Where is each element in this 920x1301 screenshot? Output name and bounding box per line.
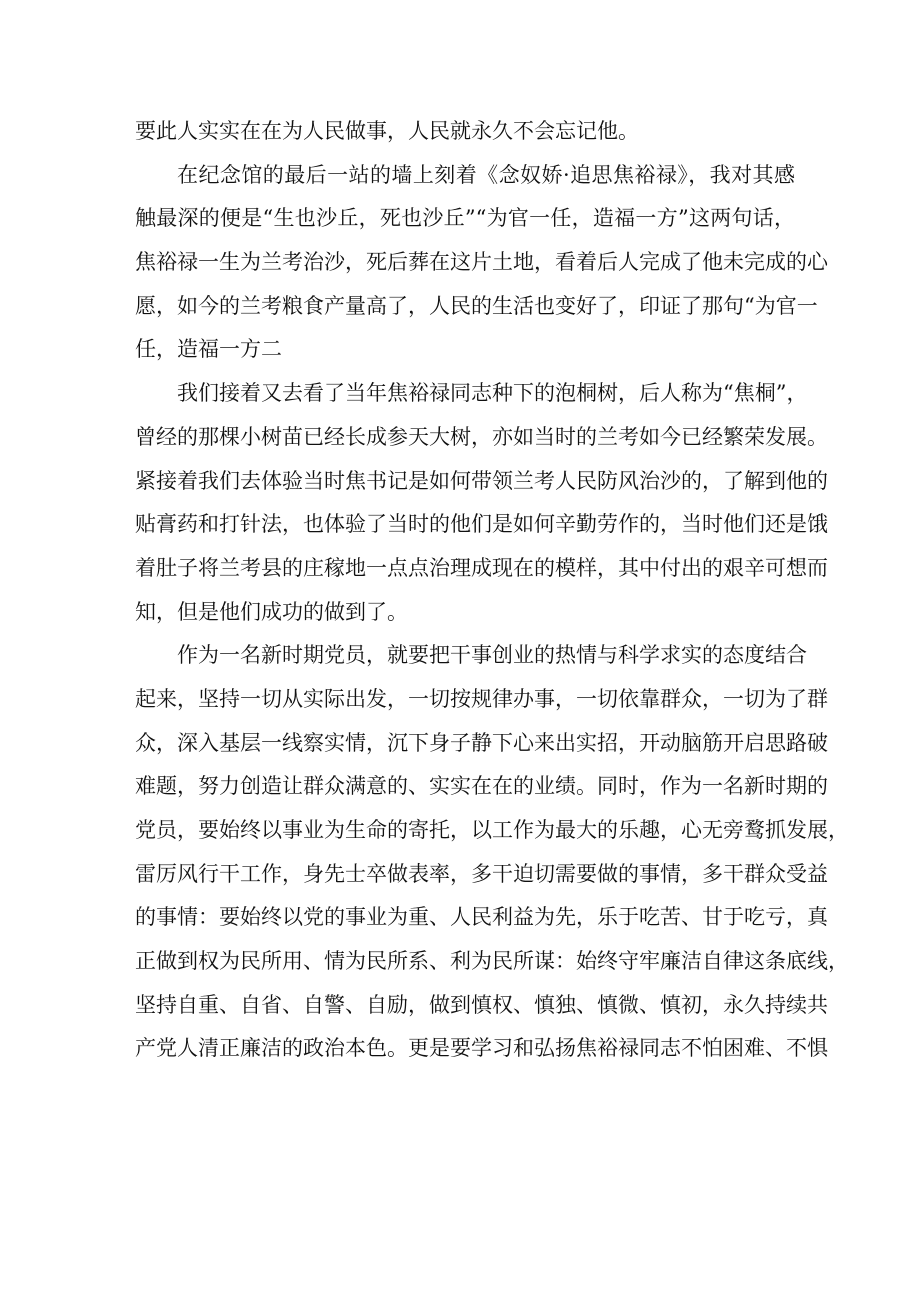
paragraph-3	[135, 372, 828, 634]
text-line: 产党人清正廉洁的政治本色。更是要学习和弘扬焦裕禄同志不怕困难、不惧	[135, 1036, 828, 1061]
text-line: 触最深的便是“生也沙丘，死也沙丘”“为官一任，造福一方”这两句话，	[135, 206, 795, 231]
text-line: 坚持自重、自省、自警、自励，做到慎权、慎独、慎微、慎初，永久持续共	[135, 992, 828, 1017]
text-line: 紧接着我们去体验当时焦书记是如何带领兰考人民防风治沙的，了解到他的	[135, 468, 828, 493]
paragraph-1	[135, 110, 795, 154]
text-line: 愿，如今的兰考粮食产量高了，人民的生活也变好了，印证了那句“为官一	[135, 293, 818, 318]
text-line: 党员，要始终以事业为生命的寄托，以工作为最大的乐趣，心无旁鹜抓发展，	[135, 818, 849, 842]
text-line: 我们接着又去看了当年焦裕禄同志种下的泡桐树，后人称为“焦桐”，	[177, 381, 808, 406]
text-line: 雷厉风行干工作，身先士卒做表率，多干迫切需要做的事情，多干群众受益	[135, 861, 828, 886]
text-line: 要此人实实在在为人民做事，人民就永久不会忘记他。	[135, 119, 639, 143]
text-line: 众，深入基层一线察实情，沉下身子静下心来出实招，开动脑筋开启思路破	[135, 730, 828, 755]
text-line: 知，但是他们成功的做到了。	[135, 599, 408, 624]
document-page	[135, 110, 849, 1071]
text-line: 着肚子将兰考县的庄稼地一点点治理成现在的模样，其中付出的艰辛可想而	[135, 555, 828, 580]
text-line: 难题，努力创造让群众满意的、实实在在的业绩。同时，作为一名新时期的	[135, 774, 828, 799]
text-line: 任，造福一方二	[135, 337, 282, 362]
text-line: 起来，坚持一切从实际出发，一切按规律办事，一切依靠群众，一切为了群	[135, 686, 828, 711]
paragraph-4	[135, 634, 849, 1071]
text-line: 在纪念馆的最后一站的墙上刻着《念奴娇·追思焦裕禄》，我对其感	[177, 162, 795, 187]
text-line: 焦裕禄一生为兰考治沙，死后葬在这片土地，看着后人完成了他未完成的心	[135, 250, 828, 275]
text-line: 贴膏药和打针法，也体验了当时的他们是如何辛勤劳作的，当时他们还是饿	[135, 512, 828, 537]
text-line: 的事情：要始终以党的事业为重、人民利益为先，乐于吃苦、甘于吃亏，真	[135, 905, 828, 930]
paragraph-2	[135, 154, 828, 372]
text-line: 作为一名新时期党员，就要把干事创业的热情与科学求实的态度结合	[177, 643, 807, 668]
text-line: 正做到权为民所用、情为民所系、利为民所谋：始终守牢廉洁自律这条底线，	[135, 949, 849, 974]
text-line: 曾经的那棵小树苗已经长成参天大树，亦如当时的兰考如今已经繁荣发展。	[135, 424, 828, 449]
